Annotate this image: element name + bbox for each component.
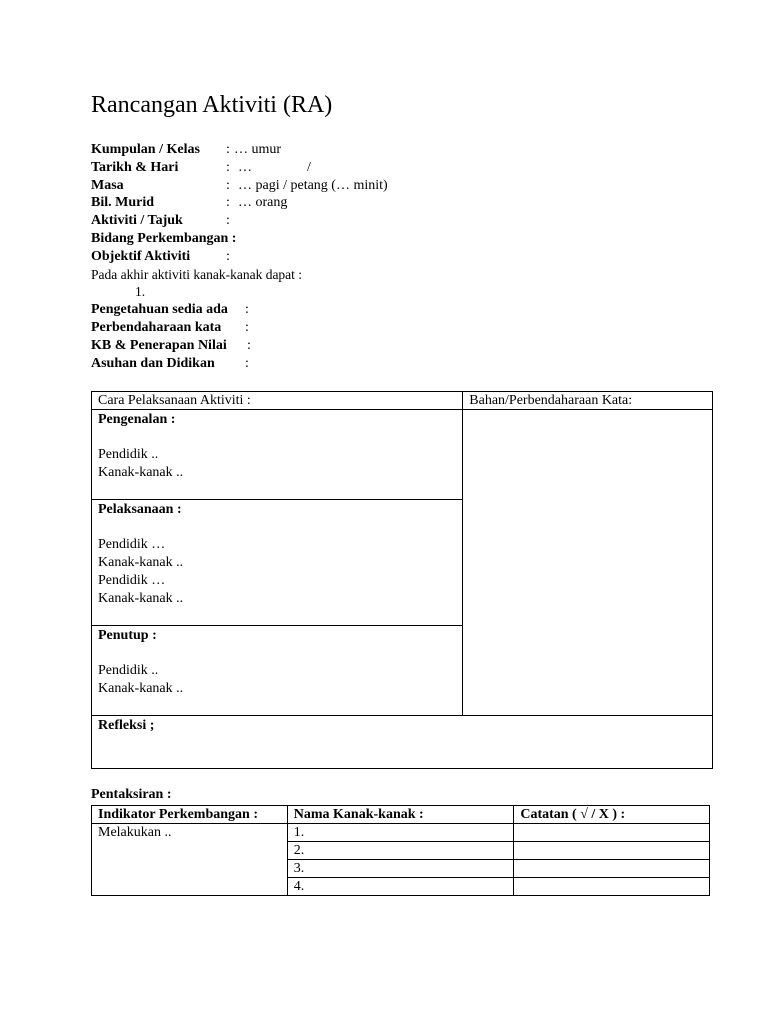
assessment-table (91, 805, 710, 896)
notes-cell (514, 878, 710, 896)
meta-row-care (91, 355, 302, 373)
meta-separator: : (245, 319, 249, 335)
section-line: Pendidik .. (98, 663, 159, 678)
notes-cell (514, 860, 710, 878)
meta-row-values (91, 337, 302, 355)
meta-value: … orang (238, 195, 288, 211)
reflection-cell (92, 716, 713, 769)
section-introduction (92, 410, 463, 500)
section-line: Kanak-kanak .. (98, 681, 184, 696)
meta-row-time (91, 177, 388, 195)
meta-label: Masa (91, 177, 124, 193)
meta-extra: / (307, 159, 311, 175)
section-title: Penutup : (98, 628, 157, 643)
section-closing (92, 626, 463, 716)
meta-label: KB & Penerapan Nilai (91, 337, 227, 353)
meta-row-prior-knowledge (91, 301, 302, 319)
section-title: Pengenalan : (98, 412, 176, 427)
meta-separator: : (226, 248, 230, 264)
meta-label: Objektif Aktiviti (91, 248, 191, 264)
indicator-cell: Melakukan .. (92, 824, 288, 896)
meta-row-students (91, 194, 302, 212)
meta-row-date (91, 159, 311, 177)
activity-table (91, 391, 713, 769)
materials-header: Bahan/Perbendaharaan Kata: (463, 392, 713, 410)
section-line: Kanak-kanak .. (98, 465, 184, 480)
meta-separator: : (245, 302, 249, 318)
materials-cell (463, 410, 713, 716)
meta-label: Pengetahuan sedia ada (91, 302, 228, 318)
meta-separator: : (226, 195, 230, 211)
meta-label: Asuhan dan Didikan (91, 355, 215, 371)
objective-item: 1. (135, 284, 146, 300)
section-title: Pelaksanaan : (98, 502, 182, 517)
meta-label: Perbendaharaan kata (91, 319, 222, 335)
section-line: Pendidik … (98, 573, 166, 588)
child-name-cell: 3. (287, 860, 514, 878)
meta-separator: : (226, 213, 230, 229)
notes-header: Catatan ( √ / X ) : (514, 806, 710, 824)
meta-row-class (91, 141, 302, 159)
meta-separator: : (226, 142, 230, 157)
assessment-title: Pentaksiran : (91, 787, 172, 802)
meta-separator: : (247, 337, 251, 353)
meta-separator: : (245, 355, 249, 371)
section-implementation (92, 500, 463, 626)
child-name-header: Nama Kanak-kanak : (287, 806, 514, 824)
reflection-title: Refleksi ; (98, 718, 155, 733)
notes-cell (514, 824, 710, 842)
section-line: Kanak-kanak .. (98, 555, 184, 570)
meta-value: … pagi / petang (… minit) (238, 177, 388, 193)
page-title: Rancangan Aktiviti (RA) (91, 92, 333, 118)
child-name-cell: 2. (287, 842, 514, 860)
activity-method-header: Cara Pelaksanaan Aktiviti : (92, 392, 463, 410)
objective-note: Pada akhir aktiviti kanak-kanak dapat : (91, 266, 303, 282)
meta-separator: : (226, 177, 230, 193)
child-name-cell: 4. (287, 878, 514, 896)
notes-cell (514, 842, 710, 860)
meta-row-vocabulary (91, 319, 302, 337)
meta-label: Kumpulan / Kelas (91, 142, 200, 157)
meta-row-activity (91, 212, 302, 230)
indicator-header: Indikator Perkembangan : (92, 806, 288, 824)
meta-label: Bidang Perkembangan : (91, 230, 237, 246)
meta-label: Bil. Murid (91, 195, 155, 211)
child-name-cell: 1. (287, 824, 514, 842)
section-line: Pendidik … (98, 537, 166, 552)
meta-row-objective (91, 248, 302, 266)
meta-row-domain (91, 230, 302, 248)
meta-label: Aktiviti / Tajuk (91, 213, 183, 229)
meta-value: … (238, 159, 252, 175)
activity-details (91, 141, 388, 372)
meta-label: Tarikh & Hari (91, 159, 179, 175)
meta-value: … umur (234, 142, 282, 157)
meta-separator: : (226, 159, 230, 175)
section-line: Pendidik .. (98, 447, 159, 462)
section-line: Kanak-kanak .. (98, 591, 184, 606)
